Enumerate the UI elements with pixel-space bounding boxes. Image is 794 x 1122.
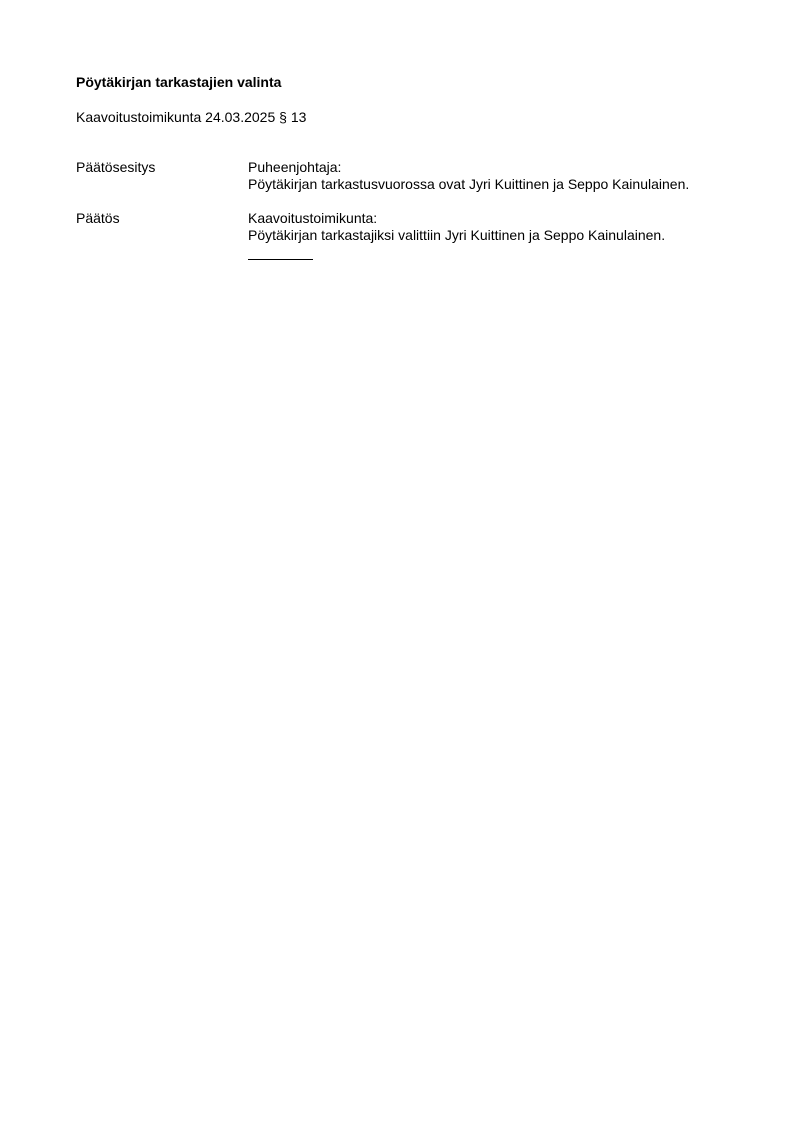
decision-label: Päätös bbox=[76, 210, 120, 226]
proposal-content bbox=[248, 159, 689, 193]
end-divider bbox=[248, 259, 313, 260]
meeting-reference: Kaavoitustoimikunta 24.03.2025 § 13 bbox=[76, 109, 307, 125]
proposal-text: Pöytäkirjan tarkastusvuorossa ovat Jyri Kuittinen ja Seppo Kainulainen. bbox=[248, 176, 690, 192]
proposal-speaker: Puheenjohtaja: bbox=[248, 159, 342, 175]
decision-body: Kaavoitustoimikunta: bbox=[248, 210, 378, 226]
document-title: Pöytäkirjan tarkastajien valinta bbox=[76, 74, 282, 90]
decision-text: Pöytäkirjan tarkastajiksi valittiin Jyri Kuittinen ja Seppo Kainulainen. bbox=[248, 227, 666, 243]
decision-content bbox=[248, 210, 665, 244]
proposal-label: Päätösesitys bbox=[76, 159, 156, 175]
